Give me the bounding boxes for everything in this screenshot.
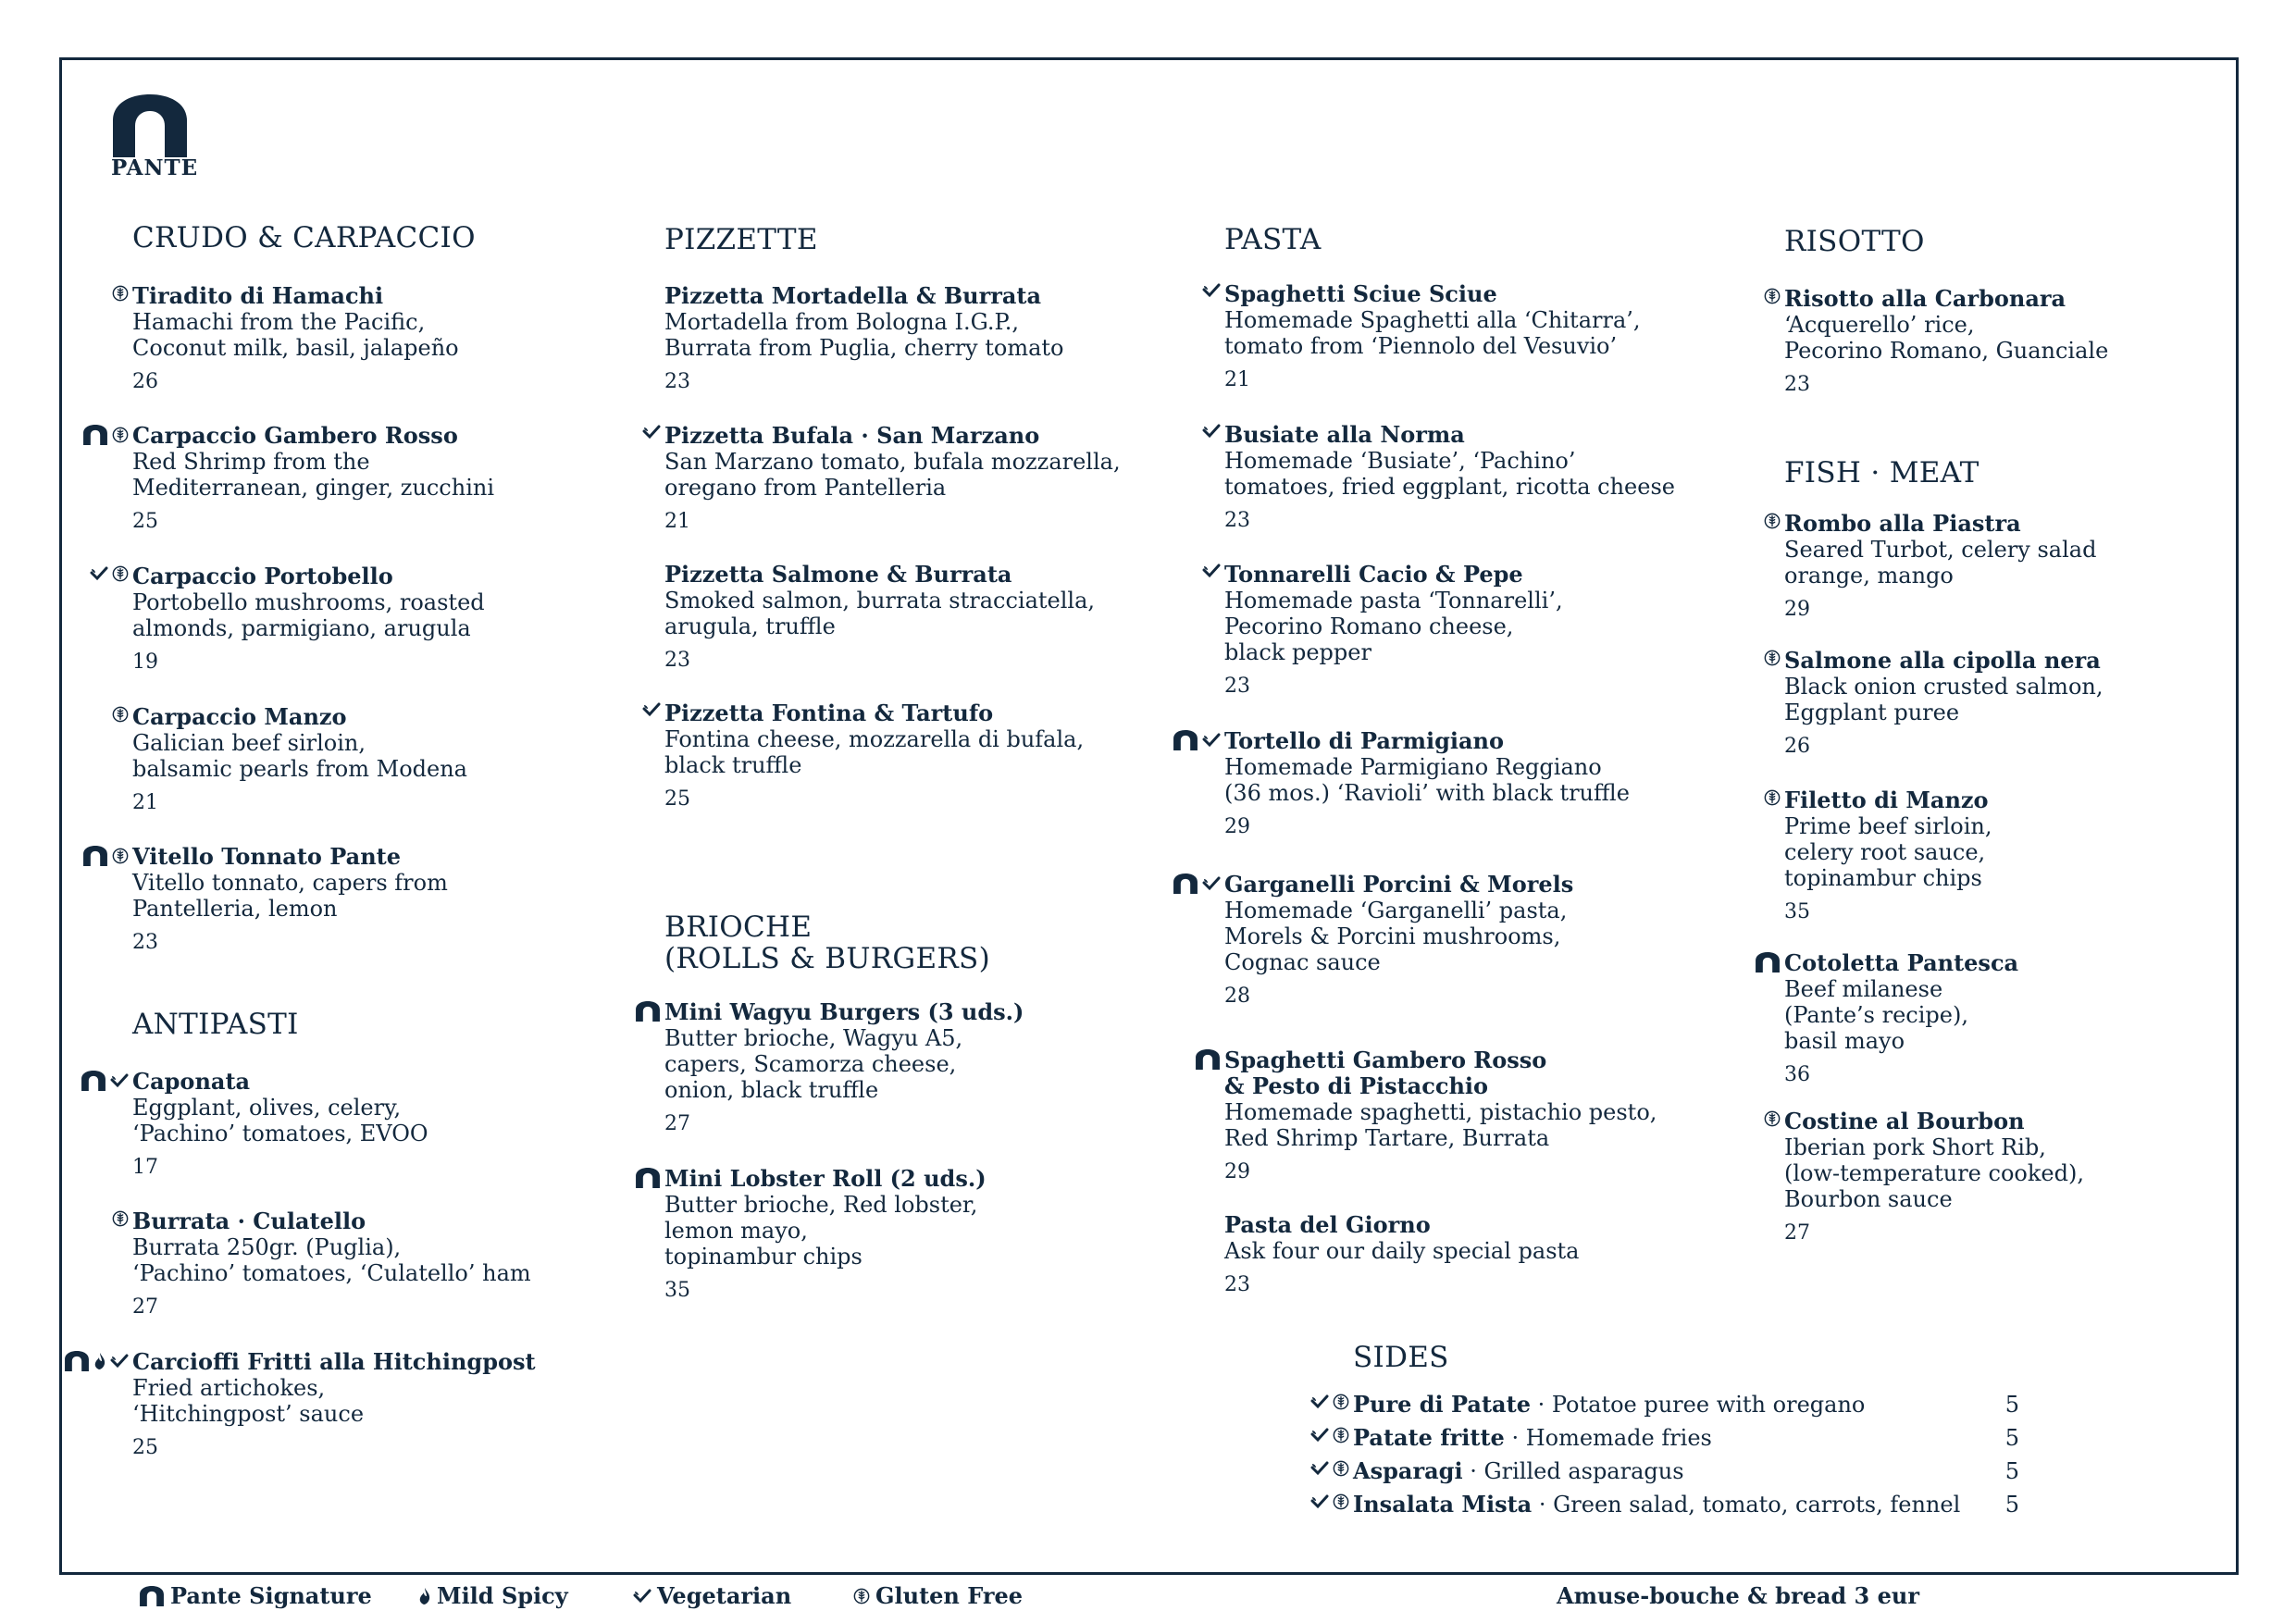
- pante-signature-icon: [1173, 873, 1198, 894]
- dietary-icons: [635, 1001, 661, 1022]
- menu-item: [664, 999, 1024, 1137]
- dietary-icons: [1764, 789, 1781, 806]
- vegetarian-icon: [110, 1354, 129, 1369]
- dish-description: San Marzano tomato, bufala mozzarella,: [664, 449, 1121, 475]
- gluten-free-icon: [112, 706, 129, 723]
- dish-name: Costine al Bourbon: [1784, 1108, 2025, 1134]
- dish-name: Pizzetta Bufala · San Marzano: [664, 422, 1040, 449]
- dish-description: ‘Pachino’ tomatoes, EVOO: [132, 1121, 428, 1146]
- side-price: 5: [2004, 1492, 2019, 1518]
- vegetarian-icon: [642, 425, 661, 440]
- dish-name: Carpaccio Manzo: [132, 703, 347, 730]
- legend-item: [633, 1582, 791, 1609]
- dish-description: Ask four our daily special pasta: [1224, 1238, 1580, 1264]
- vegetarian-icon: [1310, 1494, 1329, 1509]
- dish-name: Carpaccio Gambero Rosso: [132, 422, 458, 449]
- dish-description: Butter brioche, Wagyu A5,: [664, 1025, 963, 1051]
- menu-item: [1224, 422, 1675, 534]
- dish-description: almonds, parmigiano, arugula: [132, 615, 471, 641]
- menu-item: [1784, 648, 2103, 760]
- menu-item: [664, 562, 1095, 674]
- menu-item: [1784, 286, 2108, 398]
- gluten-free-icon: [112, 1210, 129, 1227]
- dish-name: Garganelli Porcini & Morels: [1224, 871, 1574, 898]
- section-title: PASTA: [1224, 223, 1322, 256]
- dish-description: tomato from ‘Piennolo del Vesuvio’: [1224, 333, 1618, 359]
- dish-price: 25: [132, 510, 158, 533]
- dietary-icons: [81, 1071, 129, 1091]
- side-item: [1353, 1458, 2056, 1492]
- dish-description: Mediterranean, ginger, zucchini: [132, 475, 495, 501]
- dietary-icons: [112, 706, 129, 723]
- dish-description: Homemade Parmigiano Reggiano: [1224, 754, 1602, 780]
- dietary-icons: [642, 425, 661, 440]
- dish-name-line2: & Pesto di Pistacchio: [1224, 1072, 1489, 1099]
- gluten-free-icon: [1333, 1460, 1349, 1477]
- legend-label: Pante Signature: [170, 1582, 372, 1609]
- dish-description: Butter brioche, Red lobster,: [664, 1192, 978, 1218]
- dietary-icons: [64, 1351, 129, 1371]
- menu-item: [1224, 728, 1630, 840]
- dish-price: 26: [1784, 735, 1810, 758]
- dish-price: 23: [1224, 675, 1250, 698]
- menu-item: [132, 1349, 536, 1461]
- dish-price: 29: [1784, 598, 1810, 621]
- vegetarian-icon: [1310, 1394, 1329, 1409]
- menu-item: [132, 283, 459, 395]
- dish-name: Cotoletta Pantesca: [1784, 949, 2019, 976]
- menu-item: [664, 283, 1064, 395]
- gluten-free-icon: [1333, 1427, 1349, 1443]
- dish-price: 28: [1224, 985, 1250, 1008]
- vegetarian-icon: [1202, 876, 1221, 891]
- dish-price: 27: [664, 1112, 690, 1135]
- vegetarian-icon: [1202, 564, 1221, 578]
- dish-description: Seared Turbot, celery salad: [1784, 537, 2097, 563]
- legend: [0, 1582, 2296, 1619]
- vegetarian-icon: [90, 566, 108, 581]
- menu-item: [132, 1208, 531, 1320]
- dish-description: black pepper: [1224, 639, 1371, 665]
- dish-price: 19: [132, 650, 158, 674]
- dish-description: (36 mos.) ‘Ravioli’ with black truffle: [1224, 780, 1630, 806]
- dish-description: Eggplant, olives, celery,: [132, 1095, 402, 1121]
- dish-description: ‘Hitchingpost’ sauce: [132, 1401, 365, 1427]
- arch-logo-icon: [111, 94, 189, 157]
- dish-description: celery root sauce,: [1784, 839, 1986, 865]
- dish-name: Spaghetti Sciue Sciue: [1224, 280, 1497, 307]
- gluten-free-icon: [1333, 1493, 1349, 1510]
- menu-item: [1224, 1047, 1657, 1185]
- dish-description: Eggplant puree: [1784, 700, 1960, 725]
- legend-label: Gluten Free: [875, 1582, 1024, 1609]
- side-description: Green salad, tomato, carrots, fennel: [1553, 1492, 1961, 1518]
- dietary-icons: [1764, 650, 1781, 666]
- dish-name: Tonnarelli Cacio & Pepe: [1224, 561, 1523, 588]
- gluten-free-icon: [112, 427, 129, 443]
- dietary-icons: [1310, 1493, 1349, 1510]
- dish-description: Cognac sauce: [1224, 949, 1381, 975]
- dish-price: 23: [664, 370, 690, 393]
- dish-description: Red Shrimp Tartare, Burrata: [1224, 1125, 1550, 1151]
- vegetarian-icon: [1202, 733, 1221, 748]
- dietary-icons: [112, 1210, 129, 1227]
- pante-signature-icon: [139, 1586, 165, 1606]
- dish-description: Pantelleria, lemon: [132, 896, 338, 922]
- dish-description: lemon mayo,: [664, 1218, 808, 1244]
- dish-description: balsamic pearls from Modena: [132, 756, 467, 782]
- dish-price: 27: [132, 1295, 158, 1319]
- sides-section: [1353, 1342, 2056, 1525]
- dish-price: 23: [1224, 509, 1250, 532]
- dish-price: 29: [1224, 1160, 1250, 1183]
- dish-name: Filetto di Manzo: [1784, 787, 1989, 813]
- pante-signature-icon: [81, 1071, 106, 1091]
- pante-signature-icon: [64, 1351, 90, 1371]
- dish-price: 21: [1224, 368, 1250, 391]
- dish-description: Fried artichokes,: [132, 1375, 326, 1401]
- gluten-free-icon: [1764, 288, 1781, 304]
- dish-name: Carcioffi Fritti alla Hitchingpost: [132, 1348, 536, 1375]
- dish-description: tomatoes, fried eggplant, ricotta cheese: [1224, 474, 1675, 500]
- vegetarian-icon: [642, 702, 661, 717]
- mild-spicy-icon: [93, 1352, 106, 1370]
- dish-description: black truffle: [664, 752, 802, 778]
- dish-description: Homemade ‘Garganelli’ pasta,: [1224, 898, 1568, 923]
- section-title: RISOTTO: [1784, 225, 1925, 258]
- pante-signature-icon: [635, 1168, 661, 1188]
- section-title: PIZZETTE: [664, 223, 818, 256]
- dish-description: Homemade pasta ‘Tonnarelli’,: [1224, 588, 1563, 613]
- dish-description: Burrata from Puglia, cherry tomato: [664, 335, 1064, 361]
- dish-name: Pasta del Giorno: [1224, 1211, 1431, 1238]
- pante-signature-icon: [82, 425, 108, 445]
- dish-price: 27: [1784, 1221, 1810, 1245]
- dish-price: 21: [132, 791, 158, 814]
- dish-description: topinambur chips: [1784, 865, 1982, 891]
- dish-name: Burrata · Culatello: [132, 1208, 366, 1234]
- dietary-icons: [1173, 873, 1221, 894]
- side-name: Asparagi: [1353, 1457, 1463, 1484]
- gluten-free-icon: [1764, 789, 1781, 806]
- section-title: FISH · MEAT: [1784, 456, 1980, 489]
- gluten-free-icon: [1764, 650, 1781, 666]
- dietary-icons: [1310, 1460, 1349, 1477]
- dish-description: (Pante’s recipe),: [1784, 1002, 1968, 1028]
- side-description: Grilled asparagus: [1483, 1458, 1684, 1484]
- dish-name: Pizzetta Salmone & Burrata: [664, 561, 1012, 588]
- dish-price: 35: [664, 1279, 690, 1302]
- menu-item: [1224, 562, 1563, 700]
- dietary-icons: [1764, 1110, 1781, 1127]
- menu-item: [1224, 281, 1641, 393]
- menu-item: [1784, 511, 2096, 623]
- section-title: CRUDO & CARPACCIO: [132, 221, 476, 254]
- dish-description: Morels & Porcini mushrooms,: [1224, 923, 1561, 949]
- menu-item: [1224, 872, 1573, 1010]
- menu-item: [1224, 1212, 1579, 1298]
- dish-description: Smoked salmon, burrata stracciatella,: [664, 588, 1096, 613]
- dietary-icons: [112, 285, 129, 302]
- dish-name: Carpaccio Portobello: [132, 563, 393, 589]
- menu-item: [132, 564, 485, 675]
- section-title: ANTIPASTI: [132, 1008, 299, 1041]
- dietary-icons: [642, 702, 661, 717]
- pante-signature-icon: [635, 1001, 661, 1022]
- separator: ·: [1504, 1425, 1526, 1451]
- dish-description: Hamachi from the Pacific,: [132, 309, 426, 335]
- dietary-icons: [1195, 1049, 1221, 1070]
- dish-price: 23: [664, 649, 690, 672]
- menu-item: [132, 704, 467, 816]
- menu-item: [1784, 1109, 2084, 1246]
- dish-description: arugula, truffle: [664, 613, 836, 639]
- gluten-free-icon: [1764, 513, 1781, 529]
- dish-description: Red Shrimp from the: [132, 449, 370, 475]
- separator: ·: [1530, 1392, 1552, 1418]
- dish-description: Galician beef sirloin,: [132, 730, 366, 756]
- menu-item: [664, 423, 1121, 535]
- dietary-icons: [1755, 952, 1781, 973]
- side-name: Pure di Patate: [1353, 1391, 1531, 1418]
- dish-description: Vitello tonnato, capers from: [132, 870, 448, 896]
- dish-description: Pecorino Romano, Guanciale: [1784, 338, 2109, 364]
- dish-name: Caponata: [132, 1068, 251, 1095]
- menu-item: [132, 423, 494, 535]
- pante-logo: [111, 94, 199, 180]
- dish-price: 26: [132, 370, 158, 393]
- dish-description: Pecorino Romano cheese,: [1224, 613, 1514, 639]
- dish-description: Bourbon sauce: [1784, 1186, 1953, 1212]
- dietary-icons: [1202, 424, 1221, 439]
- dietary-icons: [82, 846, 129, 866]
- side-name: Patate fritte: [1353, 1424, 1505, 1451]
- menu-item: [132, 1069, 428, 1181]
- dish-price: 21: [664, 510, 690, 533]
- side-price: 5: [2004, 1458, 2019, 1484]
- dish-name: Pizzetta Mortadella & Burrata: [664, 282, 1042, 309]
- mild-spicy-icon: [418, 1587, 431, 1605]
- dish-price: 25: [664, 787, 690, 811]
- dietary-icons: [1310, 1427, 1349, 1443]
- pante-signature-icon: [1755, 952, 1781, 973]
- bread-note: Amuse-bouche & bread 3 eur: [1557, 1582, 1919, 1609]
- vegetarian-icon: [1310, 1428, 1329, 1443]
- dish-price: 35: [1784, 900, 1810, 923]
- dietary-icons: [82, 425, 129, 445]
- dish-description: Homemade spaghetti, pistachio pesto,: [1224, 1099, 1657, 1125]
- side-item: [1353, 1392, 2056, 1425]
- sides-list: [1353, 1392, 2056, 1525]
- side-item: [1353, 1492, 2056, 1525]
- dish-description: Black onion crusted salmon,: [1784, 674, 2104, 700]
- dish-name: Vitello Tonnato Pante: [132, 843, 402, 870]
- dish-name: Mini Wagyu Burgers (3 uds.): [664, 998, 1024, 1025]
- dish-description: orange, mango: [1784, 563, 1954, 588]
- brand-name: PANTE: [111, 155, 199, 180]
- pante-signature-icon: [1173, 730, 1198, 750]
- gluten-free-icon: [112, 565, 129, 582]
- section-title-line: BRIOCHE: [664, 911, 813, 944]
- dish-description: ‘Acquerello’ rice,: [1784, 312, 1975, 338]
- legend-item: [139, 1582, 372, 1609]
- dish-price: 29: [1224, 815, 1250, 838]
- dish-description: (low-temperature cooked),: [1784, 1160, 2084, 1186]
- dish-name: Busiate alla Norma: [1224, 421, 1465, 448]
- dietary-icons: [1173, 730, 1221, 750]
- gluten-free-icon: [1764, 1110, 1781, 1127]
- dish-description: ‘Pachino’ tomatoes, ‘Culatello’ ham: [132, 1260, 531, 1286]
- legend-item: [418, 1582, 568, 1609]
- dish-name: Pizzetta Fontina & Tartufo: [664, 700, 994, 726]
- dish-description: Prime beef sirloin,: [1784, 813, 1992, 839]
- section-title: SIDES: [1353, 1341, 1449, 1374]
- gluten-free-icon: [1333, 1394, 1349, 1410]
- dish-description: Burrata 250gr. (Puglia),: [132, 1234, 402, 1260]
- legend-label: Mild Spicy: [437, 1582, 568, 1609]
- vegetarian-icon: [110, 1073, 129, 1088]
- legend-item: [853, 1582, 1023, 1609]
- dish-name: Rombo alla Piastra: [1784, 510, 2021, 537]
- dish-price: 36: [1784, 1063, 1810, 1086]
- side-item: [1353, 1425, 2056, 1458]
- dish-name: Mini Lobster Roll (2 uds.): [664, 1165, 987, 1192]
- side-description: Potatoe puree with oregano: [1551, 1392, 1866, 1418]
- vegetarian-icon: [1202, 283, 1221, 298]
- dish-price: 25: [132, 1436, 158, 1459]
- dish-name: Tortello di Parmigiano: [1224, 727, 1504, 754]
- vegetarian-icon: [1310, 1461, 1329, 1476]
- gluten-free-icon: [112, 285, 129, 302]
- menu-item: [1784, 787, 1992, 925]
- dish-description: topinambur chips: [664, 1244, 863, 1270]
- dish-description: Homemade ‘Busiate’, ‘Pachino’: [1224, 448, 1576, 474]
- dish-price: 23: [1224, 1273, 1250, 1296]
- dish-price: 23: [132, 931, 158, 954]
- menu-item: [132, 844, 448, 956]
- dietary-icons: [1202, 283, 1221, 298]
- menu-item: [664, 1166, 987, 1304]
- dish-description: Coconut milk, basil, jalapeño: [132, 335, 459, 361]
- pante-signature-icon: [1195, 1049, 1221, 1070]
- dish-description: Mortadella from Bologna I.G.P.,: [664, 309, 1020, 335]
- dish-description: Fontina cheese, mozzarella di bufala,: [664, 726, 1085, 752]
- legend-label: Vegetarian: [657, 1582, 792, 1609]
- dish-description: oregano from Pantelleria: [664, 475, 947, 501]
- dish-name: Risotto alla Carbonara: [1784, 285, 2066, 312]
- dish-name: Spaghetti Gambero Rosso: [1224, 1047, 1547, 1073]
- dish-description: onion, black truffle: [664, 1077, 879, 1103]
- dietary-icons: [1310, 1394, 1349, 1410]
- separator: ·: [1462, 1458, 1484, 1484]
- dish-name: Tiradito di Hamachi: [132, 282, 384, 309]
- dish-description: Portobello mushrooms, roasted: [132, 589, 485, 615]
- menu-item: [664, 700, 1084, 812]
- dish-description: Iberian pork Short Rib,: [1784, 1134, 2046, 1160]
- dietary-icons: [1764, 513, 1781, 529]
- section-title-line: (ROLLS & BURGERS): [664, 942, 990, 975]
- gluten-free-icon: [112, 848, 129, 864]
- menu-item: [1784, 950, 2018, 1088]
- section-title: [664, 911, 990, 974]
- vegetarian-icon: [633, 1589, 652, 1604]
- pante-signature-icon: [82, 846, 108, 866]
- side-price: 5: [2004, 1425, 2019, 1451]
- dietary-icons: [1202, 564, 1221, 578]
- dietary-icons: [90, 565, 129, 582]
- dietary-icons: [1764, 288, 1781, 304]
- dish-name: Salmone alla cipolla nera: [1784, 647, 2101, 674]
- vegetarian-icon: [1202, 424, 1221, 439]
- side-name: Insalata Mista: [1353, 1491, 1533, 1518]
- side-description: Homemade fries: [1525, 1425, 1712, 1451]
- dish-description: capers, Scamorza cheese,: [664, 1051, 957, 1077]
- dietary-icons: [635, 1168, 661, 1188]
- side-price: 5: [2004, 1392, 2019, 1418]
- separator: ·: [1532, 1492, 1554, 1518]
- gluten-free-icon: [853, 1588, 870, 1604]
- dish-description: basil mayo: [1784, 1028, 1905, 1054]
- dish-description: Homemade Spaghetti alla ‘Chitarra’,: [1224, 307, 1641, 333]
- dish-price: 23: [1784, 373, 1810, 396]
- dish-price: 17: [132, 1156, 158, 1179]
- dish-description: Beef milanese: [1784, 976, 1943, 1002]
